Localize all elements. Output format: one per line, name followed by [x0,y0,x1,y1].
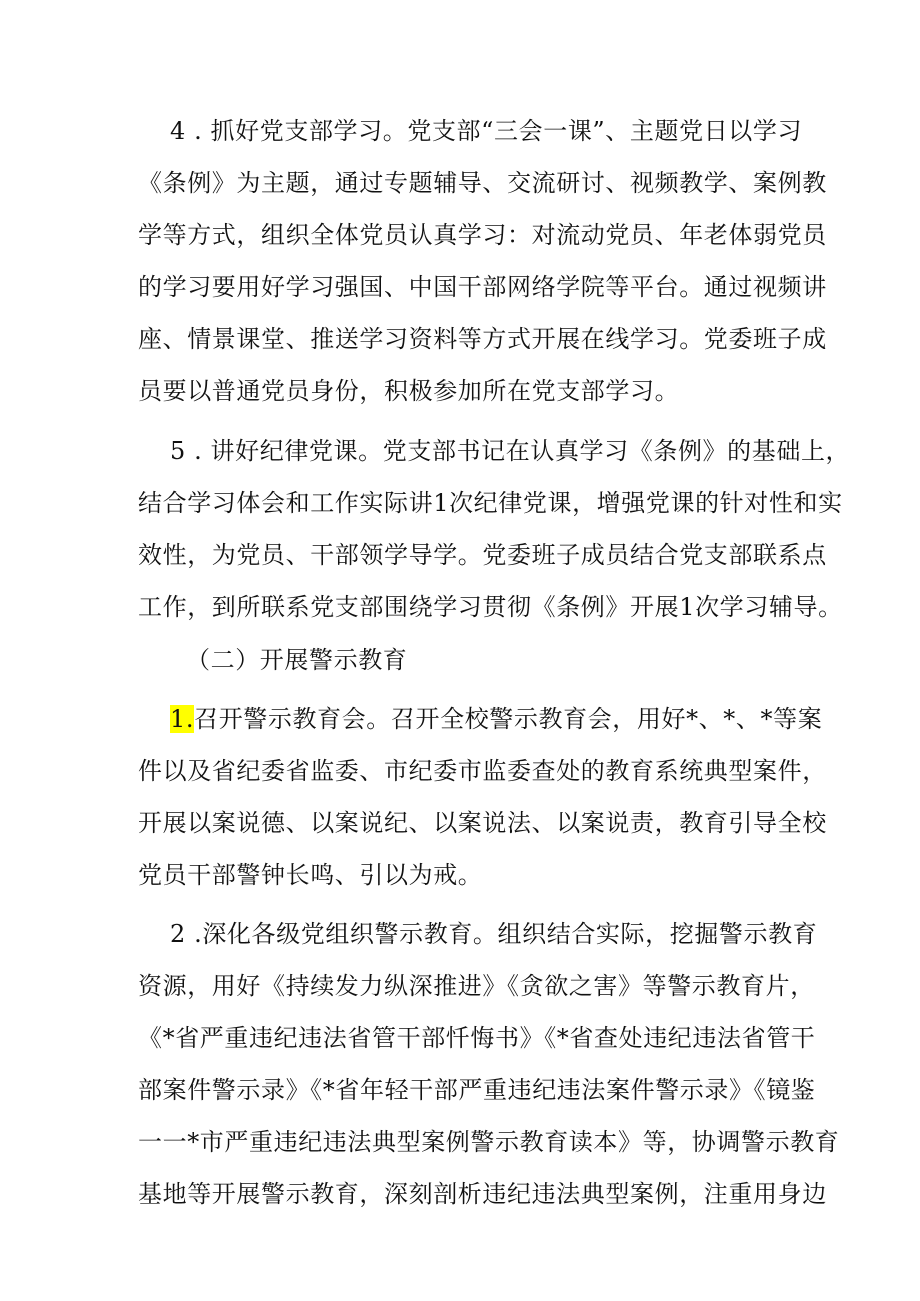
text-line: 党员干部警钟长鸣、引以为戒。 [138,861,483,889]
text-line: 4 . 抓好党支部学习。党支部“三会一课”、主题党日以学习 [170,117,803,145]
text-line [170,699,830,739]
text-line: 件以及省纪委省监委、市纪委市监委查处的教育系统典型案件， [138,757,827,785]
text-line: 5 . 讲好纪律党课。党支部书记在认真学习《条例》的基础上， [170,437,851,465]
section-heading: （二）开展警示教育 [186,646,408,674]
text-line: 《*省严重违纪违法省管干部忏悔书》《*省查处违纪违法省管干 [138,1024,816,1052]
text-line: 学等方式，组织全体党员认真学习：对流动党员、年老体弱党员 [138,221,827,249]
text-line: 员要以普通党员身份，积极参加所在党支部学习。 [138,377,680,405]
text-line: 部案件警示录》《*省年轻干部严重违纪违法案件警示录》《镜鉴 [138,1076,816,1104]
text-line-rest: 召开警示教育会。召开全校警示教育会，用好*、*、*等案 [194,705,823,733]
text-line: 基地等开展警示教育，深刻剖析违纪违法典型案例，注重用身边 [138,1180,827,1208]
text-line: 效性，为党员、干部领学导学。党委班子成员结合党支部联系点 [138,541,827,569]
text-line: 2 .深化各级党组织警示教育。组织结合实际，挖掘警示教育 [170,920,818,948]
text-line: 座、情景课堂、推送学习资料等方式开展在线学习。党委班子成 [138,325,827,353]
text-line: 的学习要用好学习强国、中国干部网络学院等平台。通过视频讲 [138,273,827,301]
text-line: 资源，用好《持续发力纵深推进》《贪欲之害》等警示教育片， [138,972,815,1000]
text-line: 结合学习体会和工作实际讲1次纪律党课，增强党课的针对性和实 [138,489,843,517]
text-line: 工作，到所联系党支部围绕学习贯彻《条例》开展1次学习辅导。 [138,593,843,621]
text-line: 一一*市严重违纪违法典型案例警示教育读本》等，协调警示教育 [138,1128,840,1156]
text-line: 开展以案说德、以案说纪、以案说法、以案说责，教育引导全校 [138,809,827,837]
highlighted-number: 1. [170,705,195,733]
text-line: 《条例》为主题，通过专题辅导、交流研讨、视频教学、案例教 [138,169,827,197]
